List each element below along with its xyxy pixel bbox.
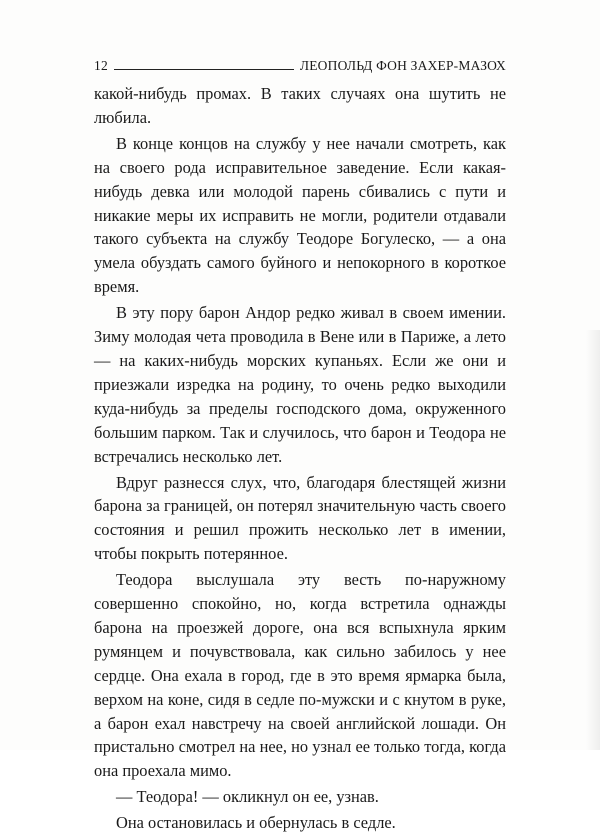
dialogue-line: — Теодора! — окликнул он ее, узнав. [116,787,379,807]
paragraph: Теодора выслушала эту весть по-наружному совершенно спокойно, но, когда встретила однажды барона на проезжей дороге, она вся вспыхнула ярким румянцем и почувствовала, как сильно забилось у нее сердце. Она ехала в город, где в это время ярмарка была, верхом на коне, сидя в седле по-мужски и с кнутом в руке, а барон ехал навстречу на своей английской лошади. Он пристально смотрел на нее, но узнал ее только тогда, когда она проехала мимо. [94,570,506,781]
paragraph: Вдруг разнесся слух, что, благодаря блестящей жизни барона за границей, он потерял значительную часть своего состояния и решил прожить несколько лет в имении, чтобы покрыть потерянное. [94,472,506,564]
paragraph: В конце концов на службу у нее начали смотреть, как на своего рода исправительное заведение. Если какая-нибудь девка или молодой парень сбивались с пути и никакие меры их исправить не могли, родители отдавали такого субъекта на службу Теодоре Богулеско, — а она умела обуздать самого буйного и непокорного в короткое время. [94,133,506,297]
paragraph: Она остановилась и обернулась в седле. [116,813,396,833]
header-rule [114,69,294,70]
scan-edge-shadow [586,330,600,750]
page-number: 12 [94,58,108,73]
body-text [94,82,506,835]
paragraph-continuation: какой-нибудь промах. В таких случаях она шутить не любила. [94,84,506,127]
paragraph: В эту пору барон Андор редко живал в своем имении. Зиму молодая чета проводила в Вене или в Париже, а лето — на каких-нибудь морских купаньях. Если же они и приезжали изредка на родину, то очень редко выходили куда-нибудь за пределы господского дома, окруженного большим парком. Так и случилось, что барон и Теодора не встречались несколько лет. [94,303,506,466]
running-title: ЛЕОПОЛЬД ФОН ЗАХЕР-МАЗОХ [299,58,506,73]
running-header [94,52,506,74]
